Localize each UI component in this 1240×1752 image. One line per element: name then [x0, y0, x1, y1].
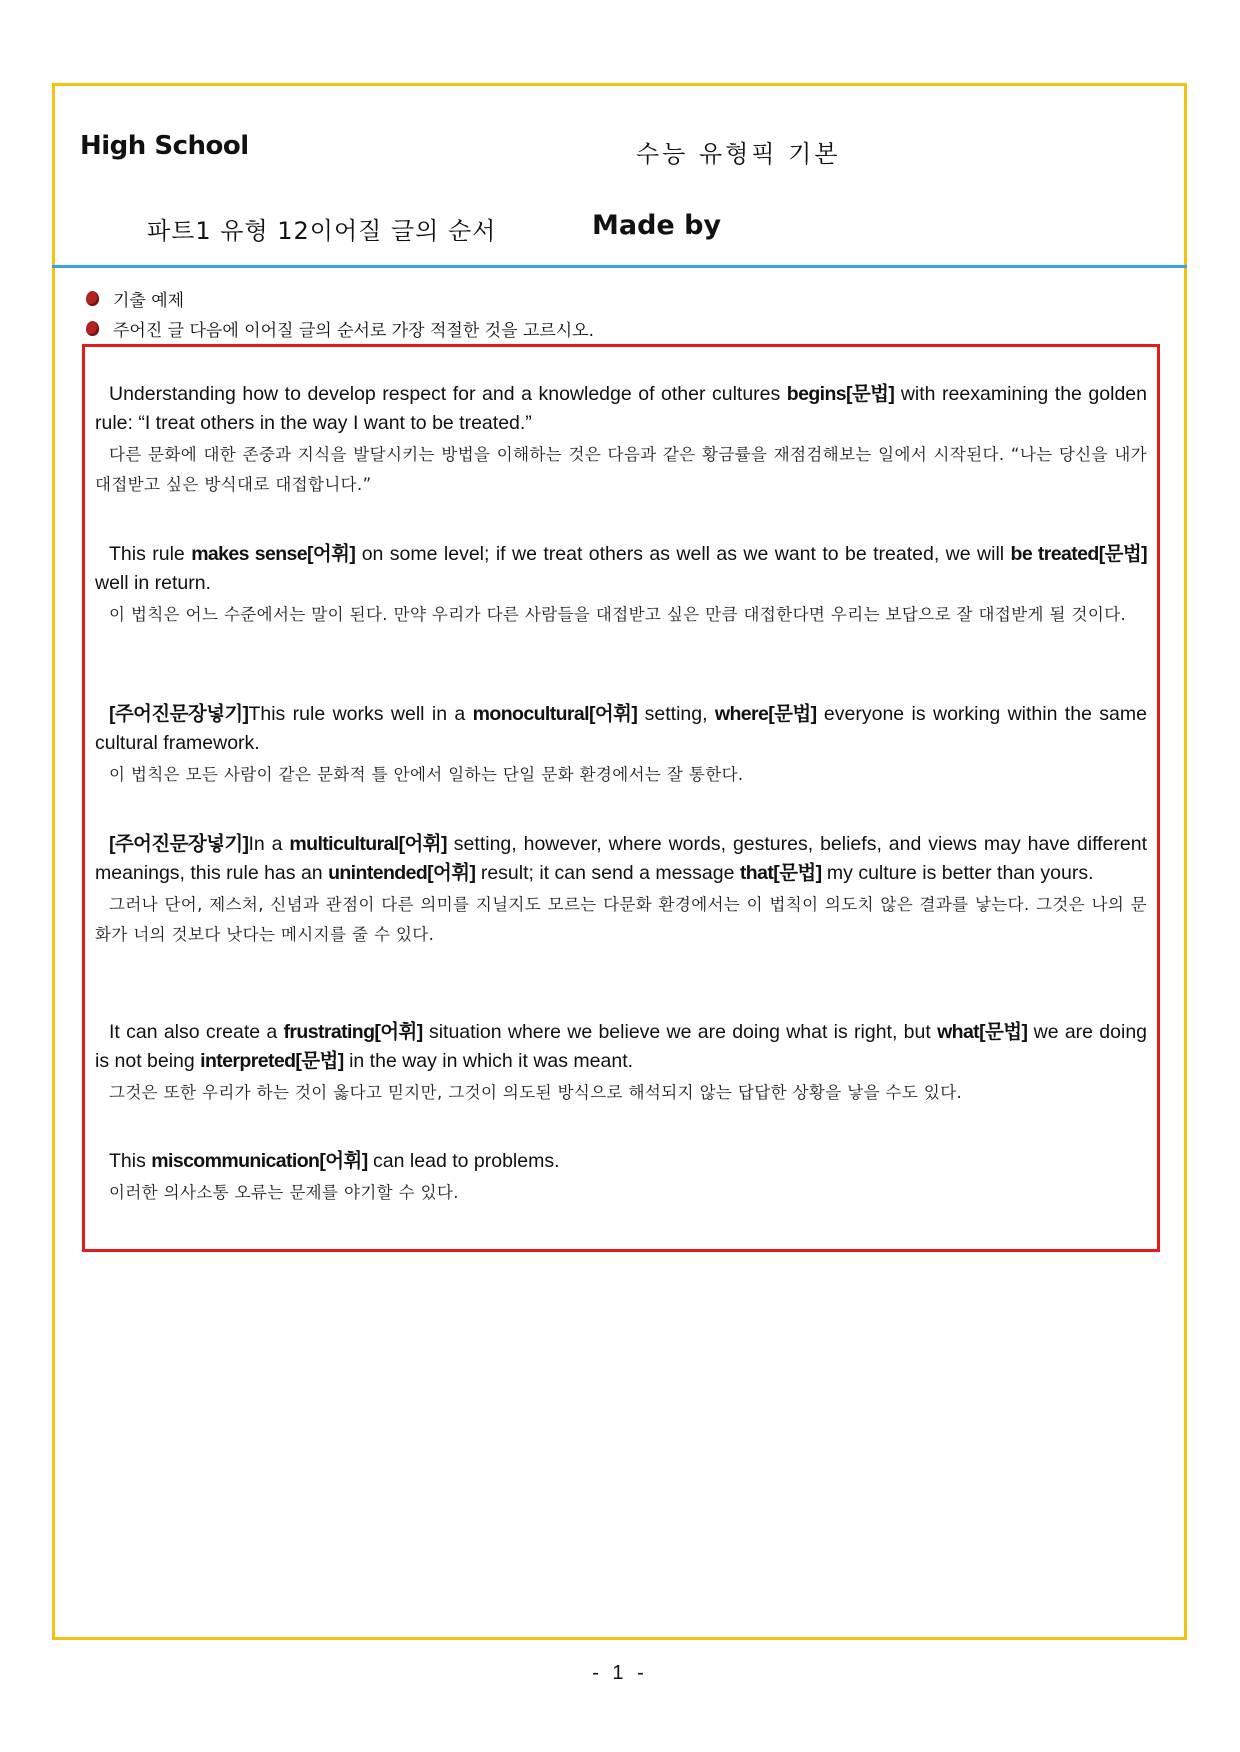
- paragraph-5: [95, 1018, 1147, 1108]
- english-text: This rule makes sense[어휘] on some level; if we treat others as well as we want to be treated, we will be treated[문법] well in return.: [95, 543, 1147, 594]
- question-label-row: [86, 286, 184, 311]
- paragraph-1: [95, 380, 1147, 500]
- part-title: 파트1 유형 12이어질 글의 순서: [147, 217, 497, 245]
- korean-translation: 다른 문화에 대한 존중과 지식을 발달시키는 방법을 이해하는 것은 다음과 같은 황금률을 재점검해보는 일에서 시작된다. “나는 당신을 내가 대접받고 싶은 방식대로 대접합니다.”: [95, 445, 1147, 494]
- header-divider: [52, 265, 1187, 268]
- school-title: High School: [80, 131, 249, 161]
- korean-translation: 그러나 단어, 제스처, 신념과 관점이 다른 의미를 지닐지도 모르는 다문화 환경에서는 이 법칙이 의도치 않은 결과를 낳는다. 그것은 나의 문화가 너의 것보다 낫다는 메시지를 줄 수 있다.: [95, 895, 1147, 944]
- question-instruction-row: [86, 316, 594, 341]
- english-text: [주어진문장넣기]This rule works well in a monocultural[어휘] setting, where[문법] everyone is working within the same cultural framework.: [95, 703, 1147, 754]
- page-number: - 1 -: [592, 1662, 648, 1684]
- english-text: Understanding how to develop respect for and a knowledge of other cultures begins[문법] with reexamining the golden rule: “I treat others in the way I want to be treated.”: [95, 383, 1147, 434]
- paragraph-6: [95, 1147, 1147, 1208]
- korean-translation: 이러한 의사소통 오류는 문제를 야기할 수 있다.: [109, 1183, 459, 1202]
- paragraph-4: [95, 830, 1147, 950]
- question-label: 기출 예제: [113, 291, 185, 311]
- subtitle: 수능 유형픽 기본: [636, 140, 841, 168]
- passage-box: [82, 344, 1160, 1252]
- english-text: [주어진문장넣기]In a multicultural[어휘] setting, however, where words, gestures, beliefs, and views may have different meanings, this rule has an unintended[어휘] result; it can send a message that[문법] my culture is better than yours.: [95, 833, 1147, 884]
- strawberry-bullet-icon: [86, 291, 99, 306]
- made-by: Made by: [592, 210, 722, 241]
- english-text: It can also create a frustrating[어휘] situation where we believe we are doing what is right, but what[문법] we are doing is not being interpreted[문법] in the way in which it was meant.: [95, 1021, 1148, 1072]
- korean-translation: 이 법칙은 어느 수준에서는 말이 된다. 만약 우리가 다른 사람들을 대접받고 싶은 만큼 대접한다면 우리는 보답으로 잘 대접받게 될 것이다.: [109, 605, 1127, 624]
- english-text: This miscommunication[어휘] can lead to problems.: [109, 1150, 560, 1172]
- paragraph-3: [95, 700, 1147, 790]
- strawberry-bullet-icon: [86, 321, 99, 336]
- paragraph-2: [95, 540, 1147, 630]
- question-instruction: 주어진 글 다음에 이어질 글의 순서로 가장 적절한 것을 고르시오.: [113, 321, 595, 341]
- korean-translation: 그것은 또한 우리가 하는 것이 옳다고 믿지만, 그것이 의도된 방식으로 해석되지 않는 답답한 상황을 낳을 수도 있다.: [109, 1083, 963, 1102]
- korean-translation: 이 법칙은 모든 사람이 같은 문화적 틀 안에서 일하는 단일 문화 환경에서는 잘 통한다.: [109, 765, 744, 784]
